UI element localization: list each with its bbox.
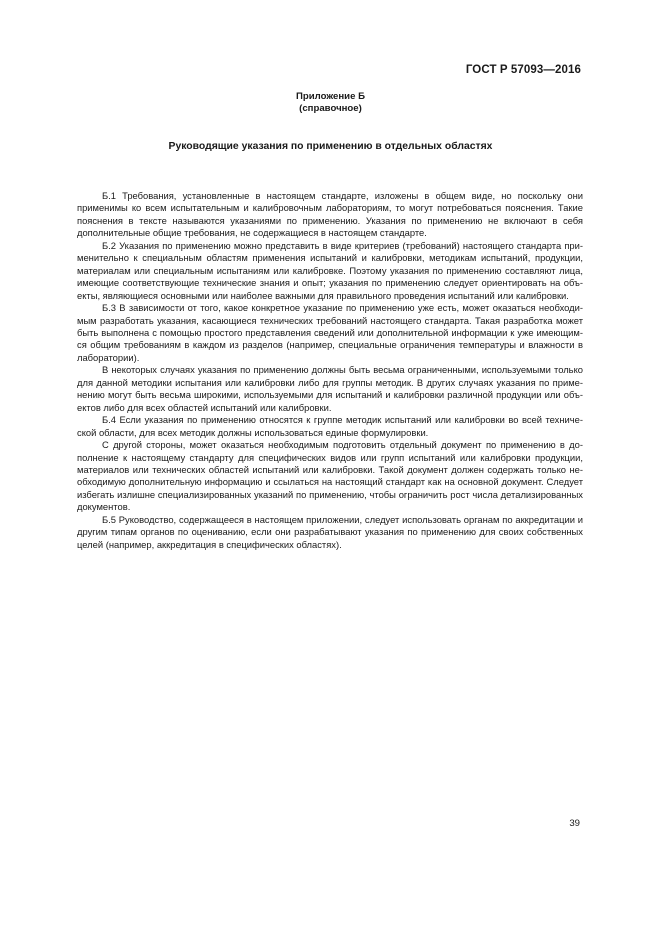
annex-heading: [0, 91, 661, 115]
paragraph-b1: Б.1 Требования, установленные в настоящем стандарте, изложены в общем виде, но поскольку они применимы ко всем испытательным и калибровочным лабораториям, то могут потребоваться пояснения. Такие пояснения в тексте называются указаниями по применению. Указания по применению не включают в себя дополнительные общие требования, не содержащиеся в настоящем стандарте.: [77, 190, 583, 239]
paragraph-b4: Б.4 Если указания по применению относятся к группе методик испытаний или калибровки во всей технической области, для всех методик должны использоваться единые формулировки.: [77, 414, 583, 438]
section-title: Руководящие указания по применению в отдельных областях: [168, 141, 493, 152]
paragraph-b2: Б.2 Указания по применению можно представить в виде критериев (требований) настоящего стандарта применительно к специальным областям применения испытаний и калибровки, методикам испытаний, продукции, материалам или специальным испытаниям или калибровке. Поэтому указания по применению составляют лица, имеющие соответствующие технические знания и опыт; указания по применению следует ориентировать на объекты, являющиеся основными или наиболее важными для правильного проведения испытаний или калибровки.: [77, 239, 583, 301]
document-number: ГОСТ Р 57093—2016: [465, 64, 581, 76]
paragraph-b3-cont: В некоторых случаях указания по применению должны быть весьма ограниченными, используемыми только для данной методики испытания или калибровки либо для группы методик. В других случаях указания по применению могут быть весьма широкими, используемыми для испытаний и калибровки различной продукции или объектов либо для всех областей испытаний или калибровки.: [77, 364, 583, 413]
page-number: 39: [569, 818, 580, 829]
annex-subtitle: (справочное): [299, 103, 362, 114]
paragraph-b3: Б.3 В зависимости от того, какое конкретное указание по применению уже есть, может оказаться необходимым разработать указания, касающиеся технических требований настоящего стандарта. Такая разработка может быть выполнена с помощью простого представления сведений или дополнительной информации к уже имеющимся общим требованиям в каждом из разделов (например, специальные ограничения температуры и влажности в лаборатории).: [77, 302, 583, 363]
paragraph-b4-cont: С другой стороны, может оказаться необходимым подготовить отдельный документ по применению в дополнение к настоящему стандарту для специфических видов или групп испытаний или калибровки продукции, материалов или технических областей испытаний или калибровки. Такой документ должен содержать только необходимую дополнительную информацию и ссылаться на настоящий стандарт как на основной документ. Следует избегать излишне специализированных указаний по применению, чтобы ограничить рост числа детализированных документов.: [77, 439, 583, 513]
paragraph-b5: Б.5 Руководство, содержащееся в настоящем приложении, следует использовать органам по аккредитации и другим типам органов по оцениванию, если они разрабатывают указания по применению для своих собственных целей (например, аккредитация в специфических областях).: [77, 513, 583, 550]
body-text: [77, 190, 583, 551]
annex-title: Приложение Б: [296, 91, 365, 102]
